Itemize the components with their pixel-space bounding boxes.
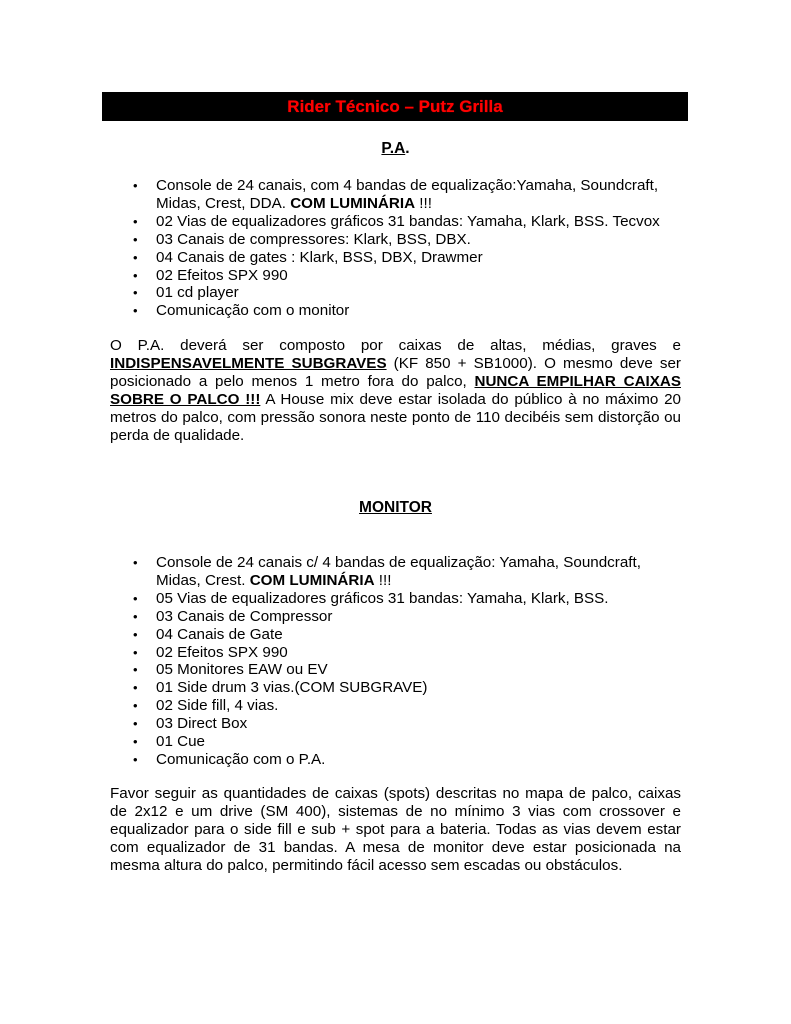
list-item bbox=[110, 661, 681, 679]
list-item bbox=[110, 249, 681, 267]
list-item bbox=[110, 679, 681, 697]
list-item bbox=[110, 554, 681, 590]
paragraph-text: (KF 850 + SB1000). O mesmo deve ser posicionado a pelo menos 1 metro fora do palco, bbox=[110, 354, 681, 390]
pa-heading-suffix: . bbox=[405, 140, 410, 157]
paragraph-emphasis: NUNCA EMPILHAR CAIXAS SOBRE O PALCO !!! bbox=[110, 372, 681, 408]
list-item bbox=[110, 697, 681, 715]
list-item bbox=[110, 213, 681, 231]
list-item-text: 04 Canais de gates : Klark, BSS, DBX, Drawmer bbox=[156, 248, 483, 266]
list-item-text: 02 Efeitos SPX 990 bbox=[156, 266, 288, 284]
list-item bbox=[110, 590, 681, 608]
list-item bbox=[110, 626, 681, 644]
monitor-heading bbox=[110, 499, 681, 517]
list-item-text: Console de 24 canais, com 4 bandas de equalização:Yamaha, Soundcraft, Midas, Crest, DDA. bbox=[156, 177, 659, 212]
pa-paragraph bbox=[110, 337, 681, 444]
list-item-text: 02 Side fill, 4 vias. bbox=[156, 697, 279, 715]
list-item-emphasis: COM LUMINÁRIA bbox=[249, 571, 375, 589]
paragraph-text: A House mix deve estar isolada do público à no máximo 20 metros do palco, com pressão sonora neste ponto de 110 decibéis sem distorção ou perda de qualidade. bbox=[110, 390, 681, 444]
list-item-text: 03 Canais de Compressor bbox=[156, 607, 333, 625]
pa-heading bbox=[110, 140, 681, 158]
document-title: Rider Técnico – Putz Grilla bbox=[102, 92, 688, 121]
list-item bbox=[110, 715, 681, 733]
list-item-emphasis: COM LUMINÁRIA bbox=[290, 194, 416, 212]
list-item bbox=[110, 733, 681, 751]
list-item-text: 05 Vias de equalizadores gráficos 31 bandas: Yamaha, Klark, BSS. bbox=[156, 589, 609, 607]
list-item bbox=[110, 231, 681, 249]
monitor-heading-text: MONITOR bbox=[359, 499, 432, 516]
paragraph-emphasis: INDISPENSAVELMENTE SUBGRAVES bbox=[110, 354, 387, 372]
list-item-text: 02 Vias de equalizadores gráficos 31 bandas: Yamaha, Klark, BSS. Tecvox bbox=[156, 212, 660, 230]
list-item bbox=[110, 267, 681, 285]
list-item-text: 01 Cue bbox=[156, 733, 205, 751]
paragraph-text: O P.A. deverá ser composto por caixas de altas, médias, graves e bbox=[110, 337, 681, 354]
list-item-text: 04 Canais de Gate bbox=[156, 625, 283, 643]
list-item-suffix: !!! bbox=[415, 194, 432, 212]
list-item bbox=[110, 608, 681, 626]
list-item-text: Comunicação com o P.A. bbox=[156, 750, 326, 768]
list-item-text: 03 Canais de compressores: Klark, BSS, DBX. bbox=[156, 230, 471, 248]
list-item bbox=[110, 644, 681, 662]
list-item-text: 01 Side drum 3 vias.(COM SUBGRAVE) bbox=[156, 679, 428, 697]
list-item-text: 05 Monitores EAW ou EV bbox=[156, 661, 328, 679]
list-item bbox=[110, 302, 681, 320]
pa-heading-text: P.A bbox=[381, 140, 406, 157]
monitor-equipment-list bbox=[110, 554, 681, 769]
list-item-text: Comunicação com o monitor bbox=[156, 302, 350, 320]
list-item-text: 01 cd player bbox=[156, 284, 239, 302]
list-item-suffix: !!! bbox=[374, 571, 392, 589]
list-item bbox=[110, 284, 681, 302]
list-item-text: 02 Efeitos SPX 990 bbox=[156, 643, 288, 661]
list-item bbox=[110, 177, 681, 213]
list-item-text: 03 Direct Box bbox=[156, 715, 248, 733]
monitor-paragraph: Favor seguir as quantidades de caixas (spots) descritas no mapa de palco, caixas de 2x12 e um drive (SM 400), sistemas de no mínimo 3 vias com crossover e equalizador para o side fill e sub + spot para a bateria. Todas as vias devem estar com equalizador de 31 bandas. A mesa de monitor deve estar posicionada na mesma altura do palco, permitindo fácil acesso sem escadas ou obstáculos. bbox=[110, 785, 681, 874]
list-item bbox=[110, 751, 681, 769]
list-item-text: Console de 24 canais c/ 4 bandas de equalização: Yamaha, Soundcraft, Midas, Crest. bbox=[156, 554, 641, 589]
pa-equipment-list bbox=[110, 177, 681, 320]
